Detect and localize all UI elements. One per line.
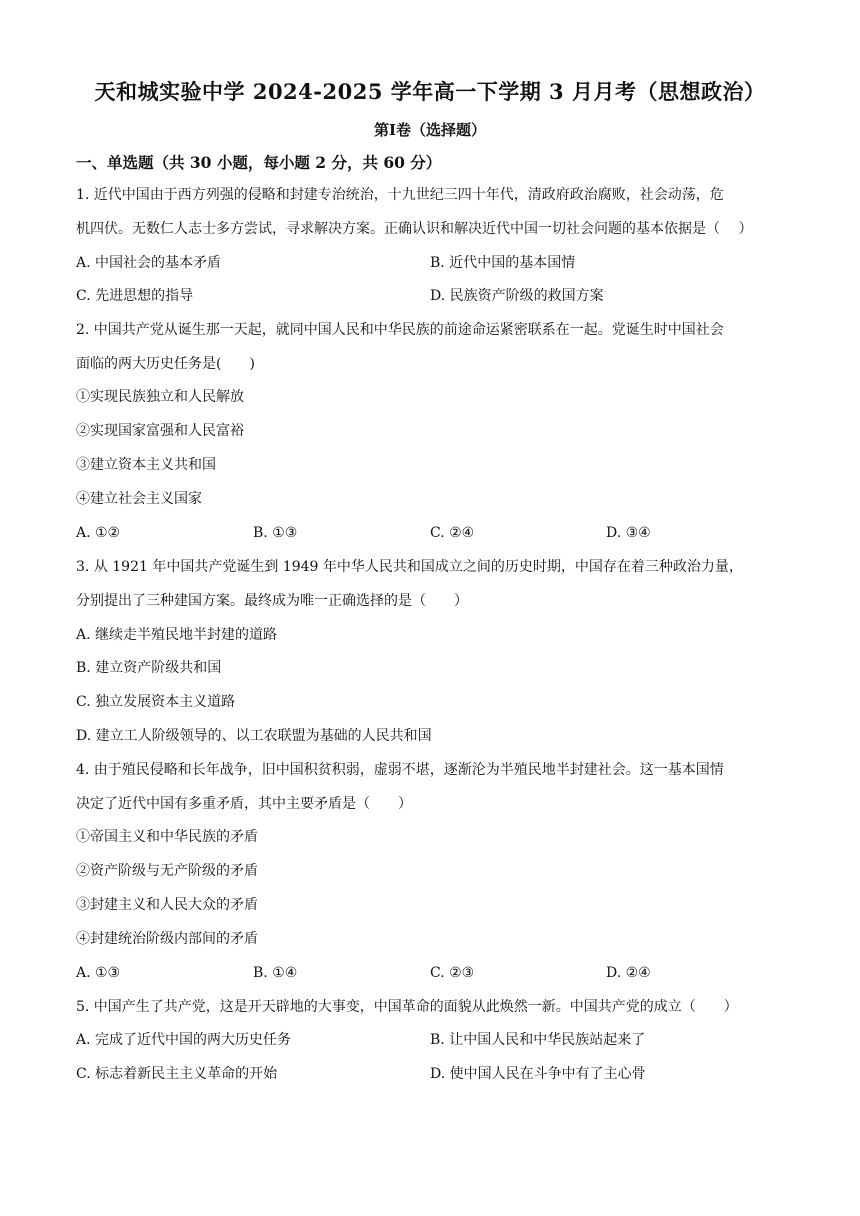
exam-title: 天和城实验中学 2024-2025 学年高一下学期 3 月月考（思想政治）	[94, 79, 766, 104]
question-2-option-c: C. ②④	[430, 525, 475, 541]
question-3-option-d: D. 建立工人阶级领导的、以工农联盟为基础的人民共和国	[76, 728, 432, 744]
question-3-option-a: A. 继续走半殖民地半封建的道路	[76, 627, 278, 643]
question-4-option-d: D. ②④	[606, 965, 651, 981]
question-5-option-c: C. 标志着新民主主义革命的开始	[76, 1066, 278, 1082]
question-2-stem-line-2: 面临的两大历史任务是( )	[76, 356, 255, 372]
question-3-stem-line-2: 分别提出了三种建国方案。最终成为唯一正确选择的是（ ）	[76, 593, 468, 609]
question-1-option-c: C. 先进思想的指导	[76, 288, 194, 304]
question-1-stem-line-1: 1. 近代中国由于西方列强的侵略和封建专治统治，十九世纪三四十年代，清政府政治腐败，社会动荡，危	[76, 187, 724, 203]
section-heading: 一、单选题（共 30 小题，每小题 2 分，共 60 分）	[76, 153, 442, 172]
question-2-stem-line-1: 2. 中国共产党从诞生那一天起，就同中国人民和中华民族的前途命运紧密联系在一起。党诞生时中国社会	[76, 322, 724, 338]
question-2-item-3: ③建立资本主义共和国	[76, 457, 216, 473]
question-4-item-2: ②资产阶级与无产阶级的矛盾	[76, 863, 258, 879]
question-5-option-d: D. 使中国人民在斗争中有了主心骨	[430, 1066, 646, 1082]
question-4-option-b: B. ①④	[253, 965, 298, 981]
question-1-option-b: B. 近代中国的基本国情	[430, 255, 576, 271]
question-4-option-c: C. ②③	[430, 965, 475, 981]
question-2-option-a: A. ①②	[76, 525, 121, 541]
question-5-option-b: B. 让中国人民和中华民族站起来了	[430, 1032, 646, 1048]
question-4-stem-line-1: 4. 由于殖民侵略和长年战争，旧中国积贫积弱，虚弱不堪，逐渐沦为半殖民地半封建社会。这一基本国情	[76, 762, 724, 778]
question-2-option-d: D. ③④	[606, 525, 651, 541]
question-2-item-4: ④建立社会主义国家	[76, 491, 202, 507]
question-3-option-b: B. 建立资产阶级共和国	[76, 660, 222, 676]
question-2-item-2: ②实现国家富强和人民富裕	[76, 423, 244, 439]
question-3-stem-line-1: 3. 从 1921 年中国共产党诞生到 1949 年中华人民共和国成立之间的历史时期，中国存在着三种政治力量，	[76, 559, 743, 575]
question-4-stem-line-2: 决定了近代中国有多重矛盾，其中主要矛盾是（ ）	[76, 796, 412, 812]
question-5-option-a: A. 完成了近代中国的两大历史任务	[76, 1032, 292, 1048]
question-4-option-a: A. ①③	[76, 965, 121, 981]
question-2-item-1: ①实现民族独立和人民解放	[76, 389, 244, 405]
question-3-option-c: C. 独立发展资本主义道路	[76, 694, 236, 710]
question-4-item-1: ①帝国主义和中华民族的矛盾	[76, 829, 258, 845]
question-4-item-3: ③封建主义和人民大众的矛盾	[76, 897, 258, 913]
question-2-option-b: B. ①③	[253, 525, 298, 541]
exam-subtitle: 第Ⅰ卷（选择题）	[373, 121, 487, 139]
question-1-option-d: D. 民族资产阶级的救国方案	[430, 288, 604, 304]
question-5-stem-line-1: 5. 中国产生了共产党，这是开天辟地的大事变，中国革命的面貌从此焕然一新。中国共产党的成立（ ）	[76, 999, 738, 1015]
question-1-stem-line-2: 机四伏。无数仁人志士多方尝试，寻求解决方案。正确认识和解决近代中国一切社会问题的基本依据是（ ）	[76, 221, 753, 237]
question-1-option-a: A. 中国社会的基本矛盾	[76, 255, 222, 271]
question-4-item-4: ④封建统治阶级内部间的矛盾	[76, 931, 258, 947]
